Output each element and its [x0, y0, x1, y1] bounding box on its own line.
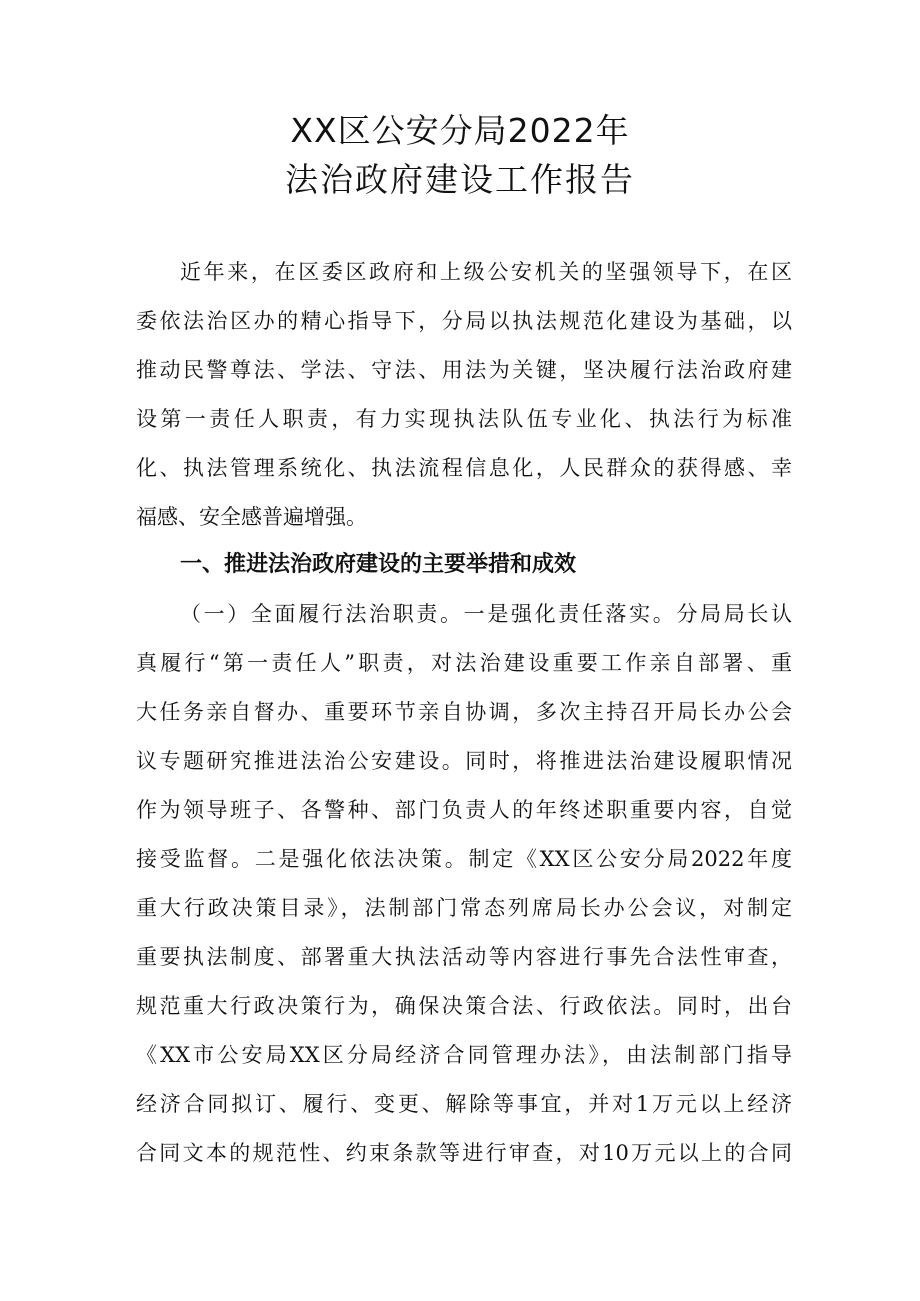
section-paragraph-line: （一）全面履行法治职责。一是强化责任落实。分局局长认 — [180, 602, 792, 626]
section-paragraph-line: 大任务亲自督办、重要环节亲自协调，多次主持召开局长办公会 — [136, 700, 792, 724]
intro-paragraph-line: 福感、安全感普遍增强。 — [136, 505, 367, 529]
section-paragraph-line: 真履行“第一责任人”职责，对法治建设重要工作亲自部署、重 — [136, 651, 792, 675]
section-paragraph-line: 议专题研究推进法治公安建设。同时，将推进法治建设履职情况 — [136, 749, 792, 773]
section-paragraph-line: 规范重大行政决策行为，确保决策合法、行政依法。同时，出台 — [136, 994, 792, 1018]
section-heading: 一、推进法治政府建设的主要举措和成效 — [180, 552, 577, 577]
section-paragraph-line: 《XX市公安局XX区分局经济合同管理办法》，由法制部门指导 — [136, 1043, 792, 1067]
intro-paragraph-line: 委依法治区办的精心指导下，分局以执法规范化建设为基础，以 — [136, 309, 792, 333]
section-paragraph-line: 作为领导班子、各警种、部门负责人的年终述职重要内容，自觉 — [136, 798, 792, 822]
section-paragraph-line: 经济合同拟订、履行、变更、解除等事宜，并对1万元以上经济 — [136, 1092, 792, 1116]
intro-paragraph-line: 设第一责任人职责，有力实现执法队伍专业化、执法行为标准 — [136, 407, 792, 431]
intro-paragraph-line: 近年来，在区委区政府和上级公安机关的坚强领导下，在区 — [180, 260, 792, 284]
document-title-line-1: XX区公安分局2022年 — [290, 111, 630, 150]
intro-paragraph-line: 化、执法管理系统化、执法流程信息化，人民群众的获得感、幸 — [136, 456, 792, 480]
section-paragraph-line: 接受监督。二是强化依法决策。制定《XX区公安分局2022年度 — [136, 847, 792, 871]
section-paragraph-line: 重大行政决策目录》，法制部门常态列席局长办公会议，对制定 — [136, 896, 792, 920]
intro-paragraph-line: 推动民警尊法、学法、守法、用法为关键，坚决履行法治政府建 — [136, 358, 792, 382]
document-title-line-2: 法治政府建设工作报告 — [285, 160, 635, 199]
section-paragraph-line: 合同文本的规范性、约束条款等进行审查，对10万元以上的合同 — [136, 1141, 792, 1165]
section-paragraph-line: 重要执法制度、部署重大执法活动等内容进行事先合法性审查， — [136, 945, 792, 969]
